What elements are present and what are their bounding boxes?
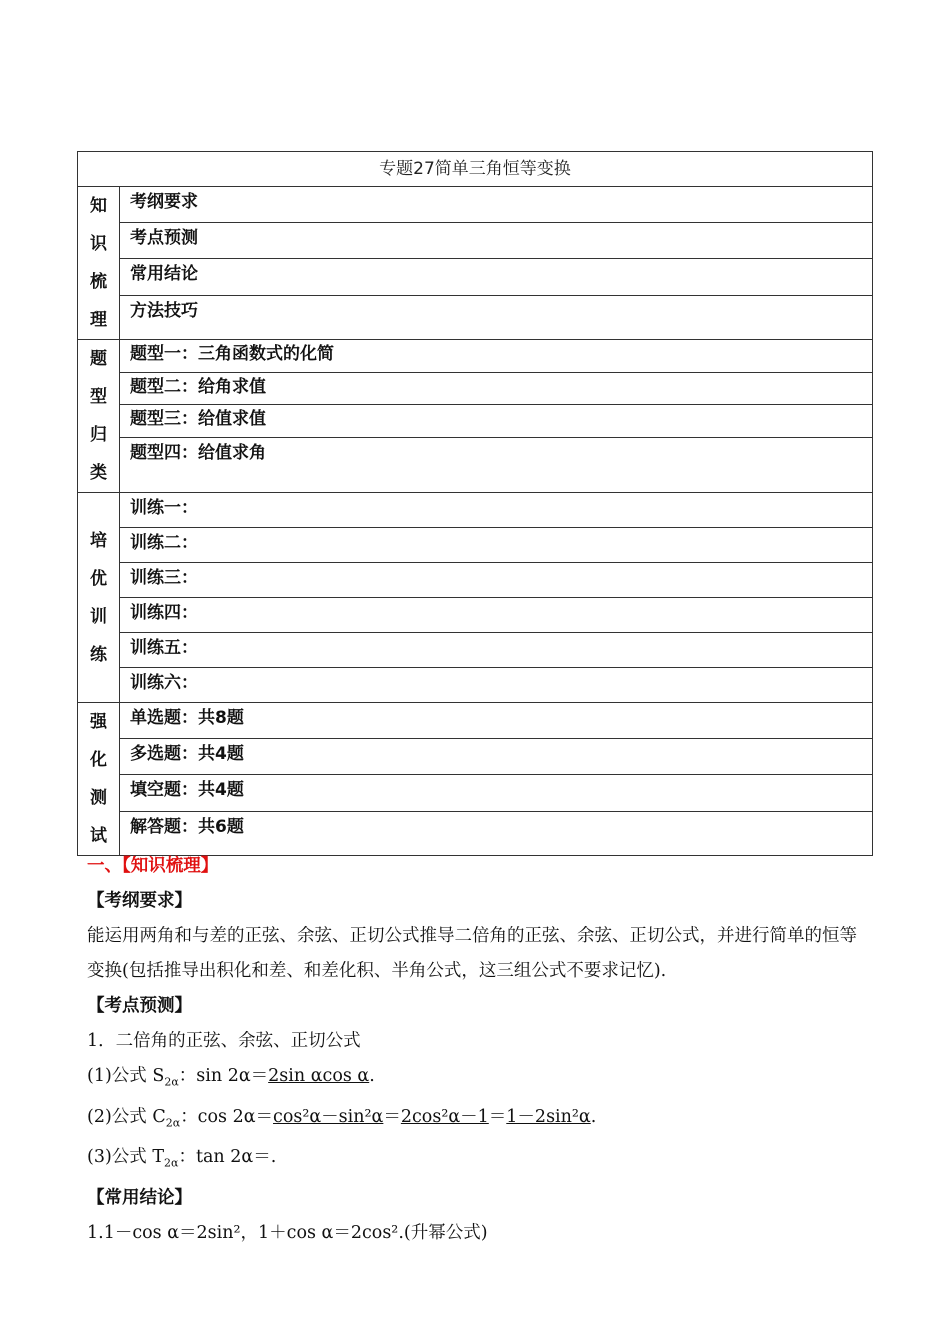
category-tixing: 题 型 归 类	[78, 340, 120, 493]
toc-item[interactable]: 考点预测	[120, 223, 873, 259]
toc-item[interactable]: 题型三：给值求值	[120, 405, 873, 438]
toc-item[interactable]: 训练五：	[120, 633, 873, 668]
formula-s2a: (1)公式 $S_{2\alpha}$：sin 2α＝2sin αcos α.	[87, 1066, 375, 1089]
toc-item[interactable]: 填空题：共4题	[120, 775, 873, 811]
kaogang-text: 能运用两角和与差的正弦、余弦、正切公式推导二倍角的正弦、余弦、正切公式，并进行简单的恒等变换(包括推导出积化和差、和差化积、半角公式，这三组公式不要求记忆).	[87, 926, 857, 981]
toc-item[interactable]: 解答题：共6题	[120, 811, 873, 855]
category-qianghua: 强 化 测 试	[78, 703, 120, 856]
formula-t2a: (3)公式 $T_{2\alpha}$：tan 2α＝.	[87, 1147, 277, 1170]
toc-item[interactable]: 方法技巧	[120, 295, 873, 339]
toc-item[interactable]: 常用结论	[120, 259, 873, 295]
toc-item[interactable]: 多选题：共4题	[120, 739, 873, 775]
toc-item[interactable]: 题型一：三角函数式的化简	[120, 340, 873, 373]
toc-item[interactable]: 训练三：	[120, 563, 873, 598]
toc-item[interactable]: 单选题：共8题	[120, 703, 873, 739]
toc-item[interactable]: 训练四：	[120, 598, 873, 633]
section-heading: 一、【知识梳理】	[87, 856, 219, 876]
toc-item[interactable]: 题型二：给角求值	[120, 372, 873, 405]
toc-title: 专题27简单三角恒等变换	[78, 152, 873, 187]
subheading-kaogang: 【考纲要求】	[87, 891, 192, 911]
formula-c2a: (2)公式 $C_{2\alpha}$：cos 2α＝cos²α－sin²α＝2cos²α－1＝1－2sin²α.	[87, 1106, 597, 1129]
changyong-item-1: 1.1－cos α＝2sin²，1＋cos α＝2cos².(升幂公式)	[87, 1222, 488, 1243]
kaodian-item-1: 1．二倍角的正弦、余弦、正切公式	[87, 1031, 361, 1051]
toc-item[interactable]: 训练六：	[120, 668, 873, 703]
category-zhishi: 知 识 梳 理	[78, 187, 120, 340]
toc-table	[77, 151, 873, 856]
subheading-changyong: 【常用结论】	[87, 1187, 192, 1208]
toc-item[interactable]: 训练二：	[120, 528, 873, 563]
category-peiyou: 培 优 训 练	[78, 493, 120, 703]
document-body	[87, 849, 867, 1251]
toc-item[interactable]: 考纲要求	[120, 187, 873, 223]
subheading-kaodian: 【考点预测】	[87, 996, 192, 1016]
toc-item[interactable]: 题型四：给值求角	[120, 437, 873, 492]
toc-item[interactable]: 训练一：	[120, 493, 873, 528]
